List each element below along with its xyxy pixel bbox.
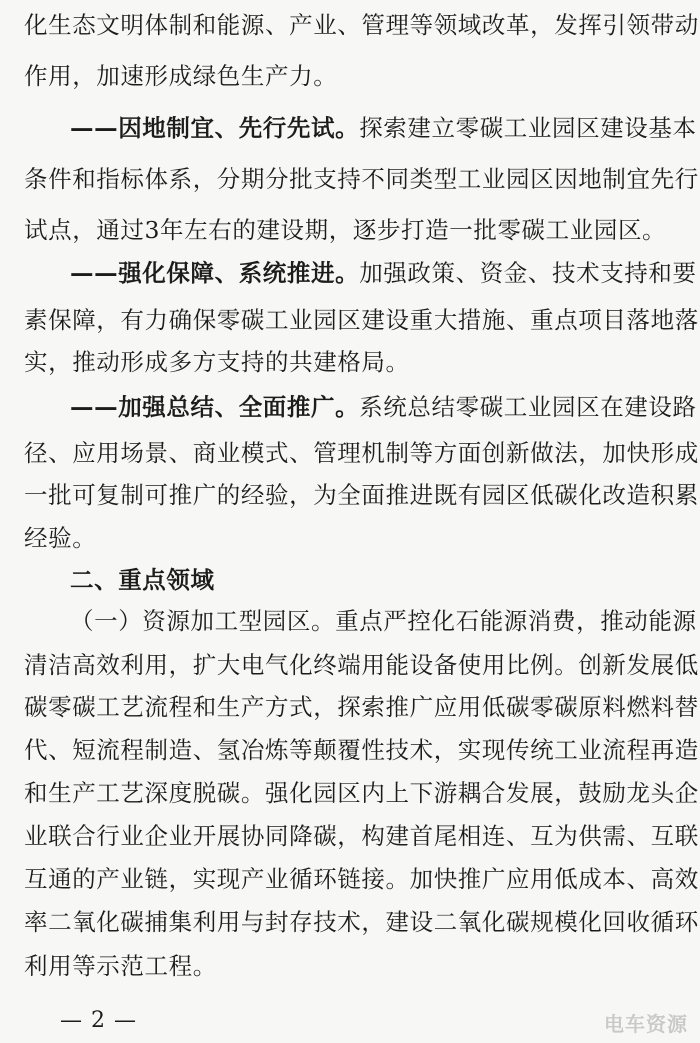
text-line — [70, 392, 697, 422]
text-line: 清洁高效利用，扩大电气化终端用能设备使用比例。创新发展低 — [24, 651, 699, 679]
text-span: 加强政策、资金、技术支持和要 — [359, 259, 697, 287]
text-line — [70, 258, 697, 288]
paragraph-lead: ——因地制宜、先行先试。 — [70, 114, 360, 142]
text-line: 素保障，有力确保零碳工业园区建设重大措施、重点项目落地落 — [24, 306, 699, 334]
text-line: （一）资源加工型园区。重点严控化石能源消费，推动能源 — [70, 607, 697, 635]
text-span: 探索建立零碳工业园区建设基本 — [359, 114, 697, 142]
page-number: — 2 — — [60, 1008, 137, 1033]
text-line: 一批可复制可推广的经验，为全面推进既有园区低碳化改造积累 — [24, 481, 699, 509]
text-line — [70, 113, 697, 143]
text-line: 利用等示范工程。 — [24, 952, 217, 980]
text-line: 作用，加速形成绿色生产力。 — [24, 62, 338, 90]
text-line: 条件和指标体系，分期分批支持不同类型工业园区因地制宜先行 — [24, 165, 699, 193]
paragraph-lead: ——强化保障、系统推进。 — [70, 259, 360, 287]
text-span: 系统总结零碳工业园区在建设路 — [359, 393, 697, 421]
text-line: 互通的产业链，实现产业循环链接。加快推广应用低成本、高效 — [24, 865, 699, 893]
text-line: 和生产工艺深度脱碳。强化园区内上下游耦合发展，鼓励龙头企 — [24, 779, 699, 807]
text-line: 率二氧化碳捕集利用与封存技术，建设二氧化碳规模化回收循环 — [24, 908, 699, 936]
text-line: 试点，通过3年左右的建设期，逐步打造一批零碳工业园区。 — [24, 216, 667, 244]
text-line: 实，推动形成多方支持的共建格局。 — [24, 348, 410, 376]
text-line: 代、短流程制造、氢冶炼等颠覆性技术，实现传统工业流程再造 — [24, 736, 699, 764]
text-line: 业联合行业企业开展协同降碳，构建首尾相连、互为供需、互联 — [24, 822, 699, 850]
text-line: 经验。 — [24, 524, 97, 552]
watermark-logo: 电车资源 — [604, 1012, 688, 1036]
text-line: 化生态文明体制和能源、产业、管理等领域改革，发挥引领带动 — [24, 11, 699, 39]
paragraph-lead: ——加强总结、全面推广。 — [70, 393, 360, 421]
text-line: 径、应用场景、商业模式、管理机制等方面创新做法，加快形成 — [24, 439, 699, 467]
section-heading: 二、重点领域 — [70, 566, 215, 594]
text-line: 碳零碳工艺流程和生产方式，探索推广应用低碳零碳原料燃料替 — [24, 693, 699, 721]
